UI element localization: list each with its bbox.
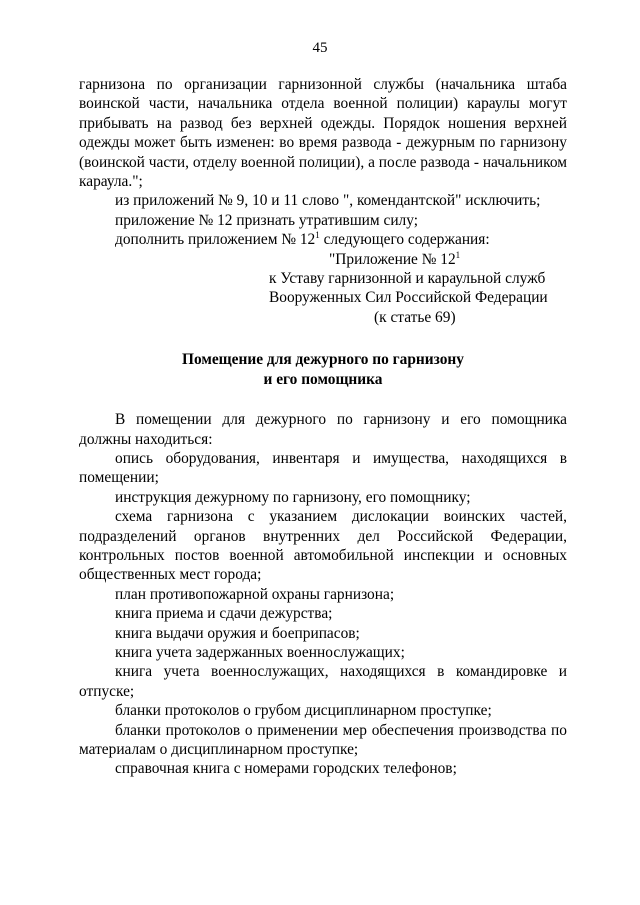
appendix-header <box>269 250 567 328</box>
appendix-line-article: (к статье 69) <box>374 308 456 326</box>
section-heading <box>79 350 567 389</box>
page-number: 45 <box>312 40 328 56</box>
list-item: план противопожарной охраны гарнизона; <box>115 585 395 603</box>
list-item: книга приема и сдачи дежурства; <box>115 605 333 623</box>
list-item: В помещении для дежурного по гарнизону и его помощника должны находиться: <box>79 411 567 448</box>
section-heading-line-2: и его помощника <box>263 370 383 388</box>
appendix-title-text: "Приложение № 12 <box>329 250 456 268</box>
list-item: инструкция дежурному по гарнизону, его помощнику; <box>115 488 471 506</box>
amendment-exclude-word: из приложений № 9, 10 и 11 слово ", комендантской" исключить; <box>115 192 541 210</box>
amendment-add-tail: следующего содержания: <box>319 231 490 249</box>
section-heading-line-1: Помещение для дежурного по гарнизону <box>181 351 464 369</box>
list-item: опись оборудования, инвентаря и имущества, находящихся в помещении; <box>79 449 567 487</box>
appendix-line-charter: к Уставу гарнизонной и караульной служб <box>269 270 546 288</box>
intro-paragraph: гарнизона по организации гарнизонной службы (начальника штаба воинской части, начальника отдела военной полиции) караулы могут прибывать на развод без верхней одежды. Порядок ношения верхней одежды может быть изменен: во время развода - дежурным по гарнизону (воинской части, отделу военной полиции), а после развода - начальником караула."; <box>79 76 567 191</box>
list-item: бланки протоколов о грубом дисциплинарном проступке; <box>115 702 492 720</box>
list-item: книга учета задержанных военнослужащих; <box>115 643 405 661</box>
amendment-repeal-appendix: приложение № 12 признать утратившим силу; <box>115 211 419 229</box>
amendment-add-superscript: 1 <box>315 230 320 241</box>
appendix-title <box>269 250 567 269</box>
list-item: схема гарнизона с указанием дислокации воинских частей, подразделений органов внутренних дел Российской Федерации, контрольных постов военной автомобильной инспекции и основных общественных мест города; <box>79 508 567 584</box>
amendment-add-appendix <box>79 230 567 249</box>
appendix-title-superscript: 1 <box>455 249 461 260</box>
list-item: справочная книга с номерами городских телефонов; <box>115 760 457 778</box>
appendix-line-armed-forces: Вооруженных Сил Российской Федерации <box>269 289 548 307</box>
document-body <box>79 75 567 779</box>
amendment-add-text: дополнить приложением № 12 <box>115 231 316 249</box>
list-item: бланки протоколов о применении мер обеспечения производства по материалам о дисциплинарном проступке; <box>79 721 567 758</box>
list-item: книга учета военнослужащих, находящихся в командировке и отпуске; <box>79 663 567 700</box>
list-item: книга выдачи оружия и боеприпасов; <box>115 624 360 642</box>
